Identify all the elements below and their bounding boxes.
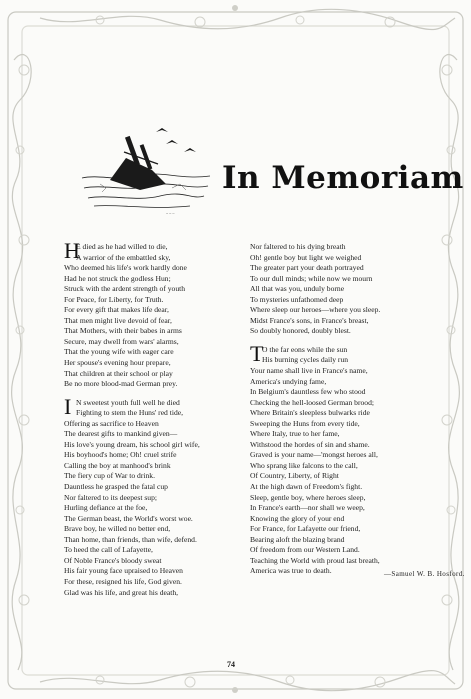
- poem-line: To heed the call of Lafayette,: [64, 545, 153, 555]
- poem-line: The greater part your death portrayed: [250, 263, 364, 273]
- poem-line: Midst France's sons, in France's breast,: [250, 315, 369, 325]
- poem-line: For Peace, for Liberty, for Truth.: [64, 294, 164, 304]
- poem-line: His fair young face upraised to Heaven: [64, 566, 183, 576]
- poem-line: Graved is your name—'mongst heroes all,: [250, 450, 378, 460]
- poem-line: To our dull minds; while now we mourn: [250, 273, 373, 283]
- sinking-ship-illustration: [80, 118, 212, 218]
- poem-line: Sweeping the Huns from every tide,: [250, 418, 360, 428]
- poem-line: Brave boy, he willed no better end,: [64, 524, 171, 534]
- poem-line: Teaching the World with proud last breath,: [250, 555, 380, 565]
- poem-line: Her spouse's evening hour prepare,: [64, 358, 171, 368]
- poem-line: E died as he had willed to die,: [76, 242, 168, 251]
- poem-line: To mysteries unfathomed deep: [250, 294, 344, 304]
- poem-line: N sweetest youth full well he died: [76, 397, 180, 407]
- poem-line: Checking the hell-loosed German brood;: [250, 397, 374, 407]
- poem-line: Fighting to stem the Huns' red tide,: [76, 408, 184, 418]
- stanza-2: [64, 393, 200, 598]
- poem-line: Nor faltered to its deepest sup;: [64, 492, 157, 502]
- poem-line: That children at their school or play: [64, 368, 173, 378]
- poem-line: Where Italy, true to her fame,: [250, 429, 340, 439]
- poem-line: Who sprang like falcons to the call,: [250, 460, 358, 470]
- poem-line: Than home, than friends, than wife, defend.: [64, 534, 197, 544]
- poem-line: The German beast, the World's worst woe.: [64, 513, 193, 523]
- poem-line: His burning cycles daily run: [262, 355, 349, 365]
- poem-line: Of Country, Liberty, of Right: [250, 471, 339, 481]
- poem-column-right: [250, 242, 380, 585]
- poem-line: Where Britain's sleepless bulwarks ride: [250, 408, 370, 418]
- poem-line: In Belgium's dauntless few who stood: [250, 387, 366, 397]
- poem-line: That Mothers, with their babes in arms: [64, 326, 182, 336]
- poem-line: Had he not struck the godless Hun;: [64, 273, 171, 283]
- poem-line: Glad was his life, and great his death,: [64, 587, 179, 597]
- poem-line: America's undying fame,: [250, 376, 327, 386]
- poem-line: Calling the boy at manhood's brink: [64, 460, 171, 470]
- poem-line: Of Noble France's bloody sweat: [64, 555, 162, 565]
- page-number: 74: [227, 660, 235, 669]
- poem-line: O the far eons while the sun: [262, 344, 348, 354]
- poem-line: His boyhood's home; Oh! cruel strife: [64, 450, 177, 460]
- poem-line: His love's young dream, his school girl wife,: [64, 439, 200, 449]
- poem-title: In Memoriam: [222, 160, 464, 196]
- poem-line: That men might live devoid of fear,: [64, 315, 172, 325]
- stanza-1: [64, 238, 200, 390]
- poem-line: For every gift that makes life dear,: [64, 305, 169, 315]
- poem-line: For France, for Lafayette our friend,: [250, 524, 361, 534]
- poem-line: Struck with the ardent strength of youth: [64, 284, 186, 294]
- poem-line: Of freedom from our Western Land.: [250, 545, 360, 555]
- poem-line: Oh! gentle boy but light we weighed: [250, 252, 362, 262]
- poem-line: Dauntless he grasped the fatal cup: [64, 482, 168, 492]
- poem-line: Where sleep our heroes—where you sleep.: [250, 305, 381, 315]
- poem-line: At the high dawn of Freedom's fight.: [250, 482, 363, 492]
- drop-cap-t: T: [250, 340, 264, 366]
- poem-line: For these, resigned his life, God given.: [64, 576, 182, 586]
- poem-line: In France's earth—nor shall we weep,: [250, 503, 365, 513]
- poem-line: Your name shall live in France's name,: [250, 366, 368, 376]
- poem-line: Hurling defiance at the foe,: [64, 503, 148, 513]
- poem-line: Who deemed his life's work hardly done: [64, 263, 187, 273]
- stanza-3: [250, 242, 380, 337]
- svg-text:~ ~ ~: ~ ~ ~: [166, 211, 175, 216]
- poem-line: Nor faltered to his dying breath: [250, 242, 346, 251]
- stanza-4: [250, 340, 380, 577]
- poem-line: All that was you, unduly borne: [250, 284, 345, 294]
- poem-column-left: [64, 238, 200, 606]
- poem-line: Bearing aloft the blazing brand: [250, 534, 345, 544]
- poem-line: Be no more blood-mad German prey.: [64, 379, 178, 389]
- poem-line: America was true to death.: [250, 566, 332, 576]
- poem-line: The fiery cup of War to drink.: [64, 471, 155, 481]
- author-signature: —Samuel W. B. Hosford.: [384, 570, 465, 578]
- poem-line: Offering as sacrifice to Heaven: [64, 418, 159, 428]
- poem-line: That the young wife with eager care: [64, 347, 174, 357]
- poem-line: Secure, may dwell from wars' alarms,: [64, 336, 179, 346]
- poem-line: So doubly honored, doubly blest.: [250, 326, 351, 336]
- poem-line: The dearest gifts to mankind given—: [64, 429, 178, 439]
- drop-cap-h: H: [64, 238, 80, 263]
- poem-line: Sleep, gentle boy, where heroes sleep,: [250, 492, 366, 502]
- poem-line: A warrior of the embattled sky,: [76, 252, 171, 262]
- drop-cap-i: I: [64, 393, 72, 419]
- poem-line: Withstood the hordes of sin and shame.: [250, 439, 370, 449]
- poem-line: Knowing the glory of your end: [250, 513, 345, 523]
